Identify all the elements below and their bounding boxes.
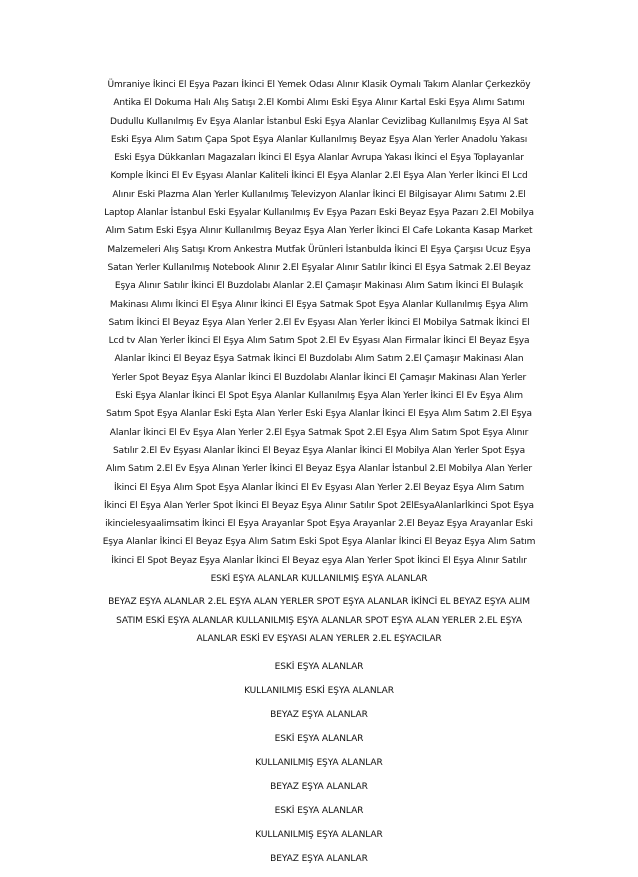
paragraph-line: Lcd tv Alan Yerler İkinci El Eşya Alım Satım Spot 2.El Ev Eşyası Alan Firmalar İkinci El Beyaz Eşya bbox=[108, 336, 530, 347]
paragraph-line: Alanlar İkinci El Ev Eşya Alan Yerler 2.El Eşya Satmak Spot 2.El Eşya Alım Satım Spot Eşya Alınır bbox=[109, 427, 529, 438]
keyword-paragraph-1 bbox=[80, 76, 558, 588]
paragraph-line: Alanlar İkinci El Beyaz Eşya Satmak İkinci El Buzdolabı Alım Satım 2.El Çamaşır Makinası Alan bbox=[114, 354, 524, 365]
list-item: BEYAZ EŞYA ALANLAR bbox=[270, 854, 368, 865]
list-item: KULLANILMIŞ EŞYA ALANLAR bbox=[255, 758, 383, 769]
paragraph-line: Satılır 2.El Ev Eşyası Alanlar İkinci El Beyaz Eşya Alanlar İkinci El Mobilya Alan Yerler Spot Eşya bbox=[112, 445, 526, 456]
keyword-list bbox=[80, 661, 558, 865]
list-item: ESKİ EŞYA ALANLAR bbox=[274, 734, 364, 745]
paragraph-line: Antika El Dokuma Halı Alış Satışı 2.El Kombi Alımı Eski Eşya Alınır Kartal Eski Eşya Alımı Satımı bbox=[113, 98, 525, 109]
paragraph-line: ikincielesyaalimsatim İkinci El Eşya Arayanlar Spot Eşya Arayanlar 2.El Beyaz Eşya Arayanlar Eski bbox=[105, 519, 533, 530]
paragraph-line: Laptop Alanlar İstanbul Eski Eşyalar Kullanılmış Ev Eşya Pazarı Eski Beyaz Eşya Pazarı 2.El Mobilya bbox=[104, 208, 534, 219]
paragraph-line: Eski Eşya Alım Satım Çapa Spot Eşya Alanlar Kullanılmış Beyaz Eşya Alan Yerler Anadolu Yakası bbox=[110, 134, 528, 145]
paragraph-line: BEYAZ EŞYA ALANLAR 2.EL EŞYA ALAN YERLER SPOT EŞYA ALANLAR İKİNCİ EL BEYAZ EŞYA ALIM bbox=[108, 597, 530, 608]
keyword-paragraph-2 bbox=[80, 593, 558, 648]
paragraph-line: Ümraniye İkinci El Eşya Pazarı İkinci El Yemek Odası Alınır Klasik Oymalı Takım Alanlar Çerkezköy bbox=[107, 80, 531, 90]
paragraph-line: Satım Spot Eşya Alanlar Eski Eşta Alan Yerler Eski Eşya Alanlar İkinci El Eşya Alım Satım 2.El Eşya bbox=[106, 409, 532, 420]
paragraph-line: Satım İkinci El Beyaz Eşya Alan Yerler 2.El Ev Eşyası Alan Yerler İkinci El Mobilya Satmak İkinci El bbox=[108, 317, 530, 328]
paragraph-line: Eski Eşya Alanlar İkinci El Spot Eşya Alanlar Kullanılmış Eşya Alan Yerler İkinci El Ev Eşya Alım bbox=[115, 391, 523, 402]
document-page bbox=[80, 76, 558, 877]
paragraph-line: Komple İkinci El Ev Eşyası Alanlar Kaliteli İkinci El Eşya Alanlar 2.El Eşya Alan Yerler İkinci El Lcd bbox=[110, 171, 528, 182]
paragraph-line: Malzemeleri Alış Satışı Krom Ankestra Mutfak Ürünleri İstanbulda İkinci El Eşya Çarşısı Ucuz Eşya bbox=[107, 244, 531, 255]
paragraph-line: Dudullu Kullanılmış Ev Eşya Alanlar İstanbul Eski Eşya Alanlar Cevizlibag Kullanılmış Eşya Al Sat bbox=[110, 116, 528, 127]
paragraph-line: Alım Satım 2.El Ev Eşya Alınan Yerler İkinci El Beyaz Eşya Alanlar İstanbul 2.El Mobilya Alan Yerler bbox=[106, 464, 532, 475]
list-item: ESKİ EŞYA ALANLAR bbox=[274, 662, 364, 673]
list-item: ESKİ EŞYA ALANLAR bbox=[274, 806, 364, 817]
paragraph-line: İkinci El Eşya Alım Spot Eşya Alanlar İkinci El Ev Eşyası Alan Yerler 2.El Beyaz Eşya Alım Satım bbox=[113, 482, 525, 493]
paragraph-line: Satan Yerler Kullanılmış Notebook Alınır 2.El Eşyalar Alınır Satılır İkinci El Eşya Satmak 2.El Beyaz bbox=[107, 262, 531, 273]
list-item: KULLANILMIŞ ESKİ EŞYA ALANLAR bbox=[244, 686, 394, 697]
paragraph-line: ESKİ EŞYA ALANLAR KULLANILMIŞ EŞYA ALANLAR bbox=[210, 574, 428, 585]
paragraph-line: Eşya Alanlar İkinci El Beyaz Eşya Alım Satım Eski Spot Eşya Alanlar İkinci El Beyaz Eşya Alım Satım bbox=[102, 537, 536, 548]
list-item: KULLANILMIŞ EŞYA ALANLAR bbox=[255, 830, 383, 841]
paragraph-line: Makinası Alımı İkinci El Eşya Alınır İkinci El Eşya Satmak Spot Eşya Alanlar Kullanılmış Eşya Alım bbox=[109, 299, 529, 310]
list-item: BEYAZ EŞYA ALANLAR bbox=[270, 782, 368, 793]
paragraph-line: İkinci El Spot Beyaz Eşya Alanlar İkinci El Beyaz eşya Alan Yerler Spot İkinci El Eşya Alınır Satılır bbox=[111, 555, 527, 566]
paragraph-line: ALANLAR ESKİ EV EŞYASI ALAN YERLER 2.EL EŞYACILAR bbox=[196, 633, 442, 644]
paragraph-line: Eski Eşya Dükkanları Magazaları İkinci El Eşya Alanlar Avrupa Yakası İkinci el Eşya Toplayanlar bbox=[114, 153, 524, 164]
paragraph-line: Yerler Spot Beyaz Eşya Alanlar İkinci El Buzdolabı Alanlar İkinci El Çamaşır Makinası Alan Yerler bbox=[111, 372, 527, 383]
paragraph-line: İkinci El Eşya Alan Yerler Spot İkinci El Beyaz Eşya Alınır Satılır Spot 2ElEsyaAlanlarİkinci Spot Eşya bbox=[104, 500, 534, 511]
paragraph-line: Alınır Eski Plazma Alan Yerler Kullanılmış Televizyon Alanlar İkinci El Bilgisayar Alımı Satımı 2.El bbox=[112, 189, 526, 200]
paragraph-line: SATIM ESKİ EŞYA ALANLAR KULLANILMIŞ EŞYA ALANLAR SPOT EŞYA ALAN YERLER 2.EL EŞYA bbox=[116, 615, 522, 626]
list-item: BEYAZ EŞYA ALANLAR bbox=[270, 710, 368, 721]
paragraph-line: Eşya Alınır Satılır İkinci El Buzdolabı Alanlar 2.El Çamaşır Makinası Alım Satım İkinci El Bulaşık bbox=[114, 281, 524, 292]
paragraph-line: Alım Satım Eski Eşya Alınır Kullanılmış Beyaz Eşya Alan Yerler İkinci El Cafe Lokanta Kasap Market bbox=[105, 226, 533, 237]
